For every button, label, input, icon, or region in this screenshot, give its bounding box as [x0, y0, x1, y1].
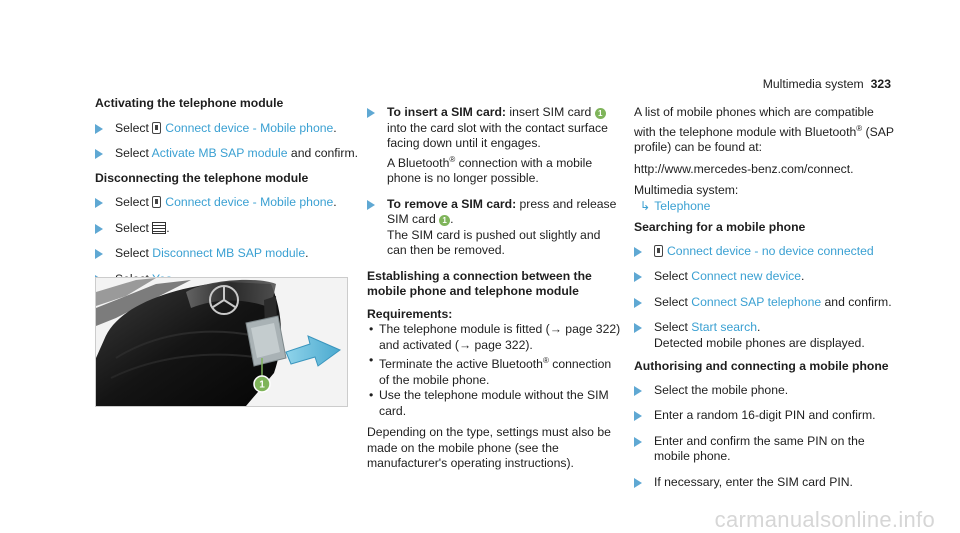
heading-authorising: Authorising and connecting a mobile phone	[634, 359, 889, 374]
page-header	[763, 77, 891, 93]
link-start-search[interactable]: Start search	[691, 320, 757, 335]
heading-activating: Activating the telephone module	[95, 96, 284, 110]
requirements-label: Requirements:	[367, 306, 453, 321]
callout-number: 1	[259, 379, 265, 391]
link-disconnect-sap[interactable]: Disconnect MB SAP module	[152, 246, 306, 260]
telephone-module-photo	[95, 277, 348, 407]
step-arrow-icon	[367, 200, 375, 210]
step-arrow-icon	[95, 224, 103, 234]
step-sim-pin: If necessary, enter the SIM card PIN.	[634, 475, 934, 491]
step-connect-new: Select Connect new device.	[634, 269, 934, 285]
step-arrow-icon	[95, 249, 103, 259]
step-arrow-icon	[634, 298, 642, 308]
step-select-connect-device: Select Connect device - Mobile phone.	[95, 121, 410, 137]
requirements-list	[367, 322, 622, 419]
path-arrow-icon: ↳	[640, 198, 651, 213]
step-remove-sim: To remove a SIM card: press and release SIM card 1 . The SIM card is pushed out slightly and can then be removed.	[367, 197, 622, 259]
heading-establishing: Establishing a connection between the mobile phone and telephone module	[367, 268, 592, 299]
section-title: Multimedia system	[762, 77, 864, 91]
compat-intro: A list of mobile phones which are compatible with the telephone module with Bluetooth® (SAP profile) can be found at:	[634, 105, 894, 155]
column-2	[367, 105, 622, 472]
step-arrow-icon	[634, 272, 642, 282]
callout-badge: 1	[595, 108, 606, 119]
list-item: • The telephone module is fitted (→ page 322) and activated (→ page 322).	[367, 322, 622, 353]
link-no-device[interactable]: Connect device - no device connected	[667, 243, 874, 258]
menu-path	[634, 199, 934, 215]
link-telephone[interactable]: Telephone	[654, 198, 711, 213]
link-connect-device[interactable]: Connect device - Mobile phone	[165, 120, 334, 135]
watermark: carmanualsonline.info	[714, 506, 935, 532]
step-confirm-pin-phone: Enter and confirm the same PIN on the mobile phone.	[634, 434, 869, 465]
list-item: • Use the telephone module without the SIM card.	[367, 388, 622, 419]
step-arrow-icon	[95, 124, 103, 134]
link-activate-sap[interactable]: Activate MB SAP module	[151, 146, 288, 160]
step-connect-sap: Select Connect SAP telephone and confirm.	[634, 295, 934, 311]
multimedia-label: Multimedia system:	[634, 183, 739, 198]
device-button-icon	[152, 122, 161, 134]
depending-text: Depending on the type, settings must also be made on the mobile phone (see the manufacturer's operating instructions).	[367, 425, 611, 471]
step-select-menu: Select .	[95, 221, 410, 237]
list-item: • Terminate the active Bluetooth® connection of the mobile phone.	[367, 353, 622, 388]
compat-url[interactable]: http://www.mercedes-benz.com/connect.	[634, 161, 854, 176]
step-activate-sap: Select Activate MB SAP module and confirm.	[95, 146, 410, 162]
link-connect-new-device[interactable]: Connect new device	[691, 269, 802, 284]
telephone-module-illustration	[96, 278, 347, 406]
step-arrow-icon	[634, 437, 642, 447]
step-arrow-icon	[367, 108, 375, 118]
step-arrow-icon	[634, 411, 642, 421]
callout-badge: 1	[439, 215, 450, 226]
step-disconnect-sap: Select Disconnect MB SAP module.	[95, 246, 410, 262]
step-select-phone: Select the mobile phone.	[634, 383, 934, 399]
device-button-icon	[654, 245, 663, 257]
page-number: 323	[870, 77, 891, 91]
link-connect-device-2[interactable]: Connect device - Mobile phone	[165, 195, 334, 209]
step-arrow-icon	[95, 198, 103, 208]
step-insert-sim: To insert a SIM card: insert SIM card 1 into the card slot with the contact surface facing down until it engages. A Bluetooth® connection with a mobile phone is no longer possible.	[367, 105, 622, 187]
step-enter-pin: Enter a random 16-digit PIN and confirm.	[634, 408, 934, 424]
step-start-search: Select Start search. Detected mobile phones are displayed.	[634, 320, 934, 351]
heading-disconnecting: Disconnecting the telephone module	[95, 170, 309, 185]
heading-searching: Searching for a mobile phone	[634, 220, 806, 235]
column-3	[634, 105, 934, 490]
link-connect-sap-telephone[interactable]: Connect SAP telephone	[691, 294, 822, 309]
step-arrow-icon	[634, 247, 642, 257]
step-arrow-icon	[634, 386, 642, 396]
step-arrow-icon	[95, 149, 103, 159]
device-button-icon	[152, 196, 161, 208]
step-connect-device-none	[634, 244, 934, 260]
step-arrow-icon	[634, 323, 642, 333]
step-select-connect-device-2: Select Connect device - Mobile phone.	[95, 195, 410, 211]
menu-list-icon[interactable]	[152, 222, 166, 234]
step-arrow-icon	[634, 478, 642, 488]
